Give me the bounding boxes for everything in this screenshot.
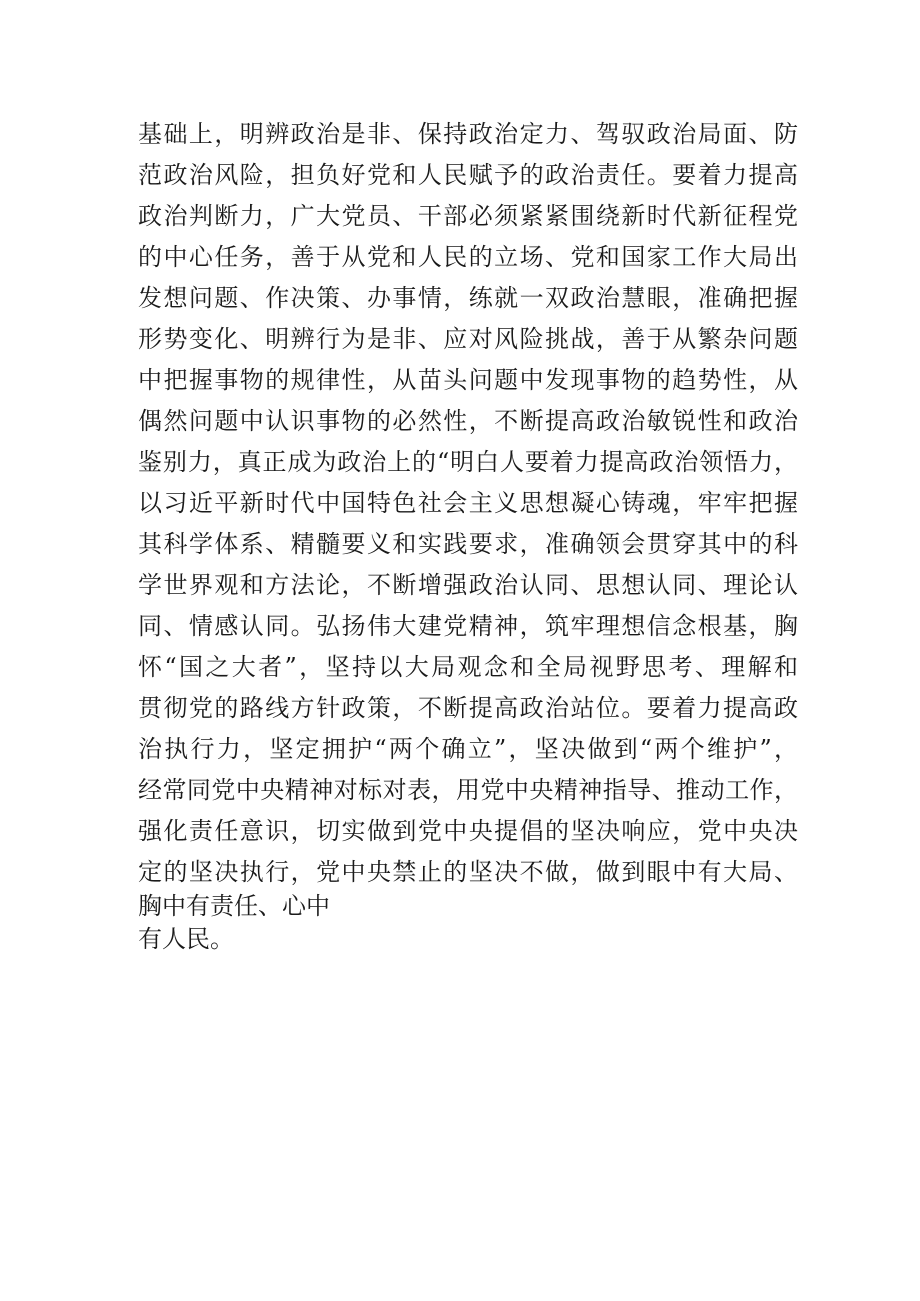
text-line-16: 治执行力，坚定拥护“两个确立”，坚决做到“两个维护”，	[138, 735, 798, 763]
text-line-21: 有人民。	[138, 925, 234, 953]
text-line-7: 中把握事物的规律性，从苗头问题中发现事物的趋势性，从	[138, 366, 798, 394]
text-line-20: 胸中有责任、心中	[138, 892, 330, 920]
text-line-8: 偶然问题中认识事物的必然性，不断提高政治敏锐性和政治	[138, 407, 798, 435]
text-line-3: 政治判断力，广大党员、干部必须紧紧围绕新时代新征程党	[138, 202, 798, 230]
text-line-6: 形势变化、明辨行为是非、应对风险挑战，善于从繁杂问题	[138, 325, 798, 353]
text-line-12: 学世界观和方法论，不断增强政治认同、思想认同、理论认	[138, 571, 798, 599]
text-line-18: 强化责任意识，切实做到党中央提倡的坚决响应，党中央决	[138, 817, 798, 845]
body-paragraph	[138, 114, 798, 960]
text-line-10: 以习近平新时代中国特色社会主义思想凝心铸魂，牢牢把握	[138, 489, 798, 517]
text-line-11: 其科学体系、精髓要义和实践要求，准确领会贯穿其中的科	[138, 530, 798, 558]
text-line-13: 同、情感认同。弘扬伟大建党精神，筑牢理想信念根基，胸	[138, 612, 798, 640]
text-line-14: 怀“国之大者”，坚持以大局观念和全局视野思考、理解和	[138, 653, 798, 681]
text-line-19: 定的坚决执行，党中央禁止的坚决不做，做到眼中有大局、	[138, 858, 798, 886]
text-line-1: 基础上，明辨政治是非、保持政治定力、驾驭政治局面、防	[138, 120, 798, 148]
text-line-2: 范政治风险，担负好党和人民赋予的政治责任。要着力提高	[138, 161, 798, 189]
text-line-17: 经常同党中央精神对标对表，用党中央精神指导、推动工作，	[138, 776, 798, 804]
text-line-15: 贯彻党的路线方针政策，不断提高政治站位。要着力提高政	[138, 694, 798, 722]
text-line-4: 的中心任务，善于从党和人民的立场、党和国家工作大局出	[138, 243, 798, 271]
text-line-9: 鉴别力，真正成为政治上的“明白人要着力提高政治领悟力，	[138, 448, 798, 476]
text-line-5: 发想问题、作决策、办事情，练就一双政治慧眼，准确把握	[138, 284, 798, 312]
